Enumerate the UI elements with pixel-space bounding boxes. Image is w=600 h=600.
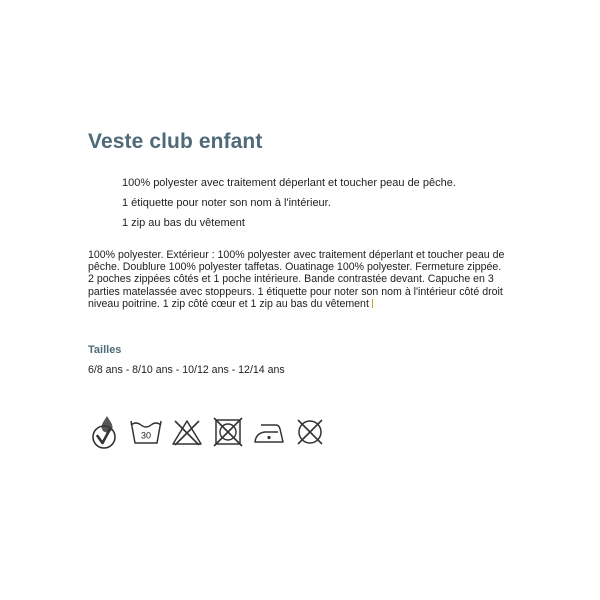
highlight-item: 1 étiquette pour noter son nom à l'intérieur. — [122, 197, 331, 209]
no-tumble-dry-icon — [211, 417, 245, 447]
highlight-item: 1 zip au bas du vêtement — [122, 217, 245, 229]
wash-temperature: 30 — [140, 430, 152, 441]
product-title: Veste club enfant — [88, 130, 263, 153]
wash-30-icon — [129, 417, 163, 447]
water-repellent-treatment-icon — [88, 414, 122, 450]
no-dry-clean-icon — [293, 417, 327, 447]
sizes-heading: Tailles — [88, 344, 122, 356]
highlights-list — [122, 173, 456, 233]
iron-low-icon — [252, 417, 286, 447]
description-text: 100% polyester. Extérieur : 100% polyester avec traitement déperlant et toucher peau de pêche. Doublure 100% polyester taffetas. Ouatinage 100% polyester. Fermeture zippée. 2 poches zippées côtés et 1 poche intérieure. Bande contrastée devant. Capuche en 3 parties matelassée avec stoppeurs. 1 étiquette pour noter son nom à l'intérieur côté droit niveau poitrine. 1 zip côté cœur et 1 zip au bas du vêtement — [88, 249, 505, 310]
care-symbols — [88, 412, 334, 452]
text-cursor — [372, 299, 373, 308]
highlight-item: 100% polyester avec traitement déperlant et toucher peau de pêche. — [122, 177, 456, 189]
no-bleach-icon — [170, 417, 204, 447]
sizes-list: 6/8 ans - 8/10 ans - 10/12 ans - 12/14 ans — [88, 364, 285, 376]
product-description[interactable] — [88, 249, 508, 310]
